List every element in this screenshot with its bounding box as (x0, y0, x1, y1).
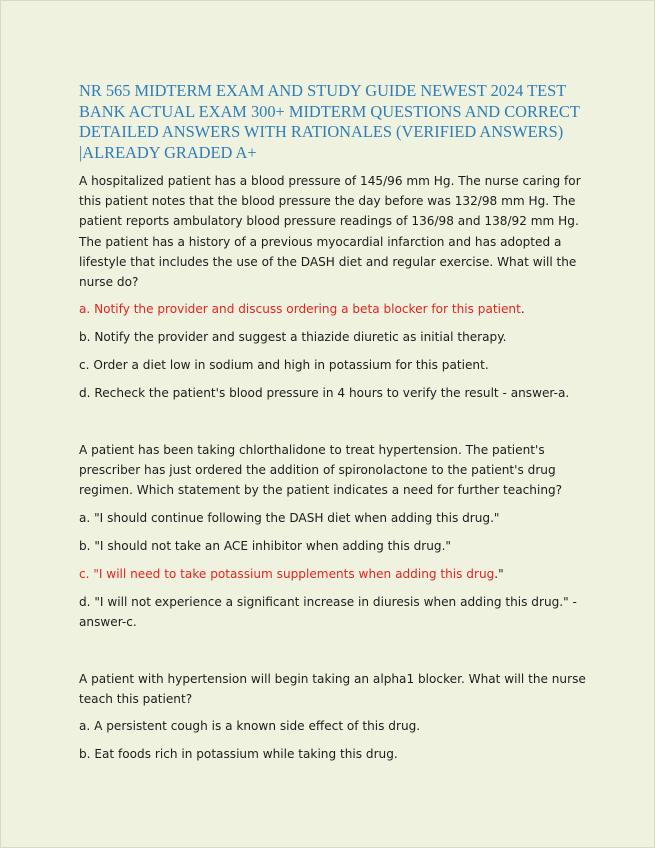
question-stem: A hospitalized patient has a blood pressure of 145/96 mm Hg. The nurse caring for this patient notes that the blood pressure the day before was 132/98 mm Hg. The patient reports ambulatory blood pressure readings of 136/98 and 138/92 mm Hg. The patient has a history of a previous myocardial infarction and has adopted a lifestyle that includes the use of the DASH diet and regular exercise. What will the nurse do? (79, 174, 581, 290)
answer-option: a. "I should continue following the DASH diet when adding this drug." (79, 510, 500, 525)
question-block-2 (79, 440, 589, 632)
correct-answer-highlight: c. "I will need to take potassium supplements when adding this drug (79, 566, 495, 581)
question-stem: A patient with hypertension will begin taking an alpha1 blocker. What will the nurse teach this patient? (79, 672, 586, 707)
answer-option: d. "I will not experience a significant increase in diuresis when adding this drug." - answer-c. (79, 594, 577, 629)
answer-option: b. Eat foods rich in potassium while taking this drug. (79, 747, 398, 762)
document-title: NR 565 MIDTERM EXAM AND STUDY GUIDE NEWEST 2024 TEST BANK ACTUAL EXAM 300+ MIDTERM QUESTIONS AND CORRECT DETAILED ANSWERS WITH RATIONALES (VERIFIED ANSWERS) |ALREADY GRADED A+ (79, 81, 580, 162)
answer-option: c. "I will need to take potassium supplements when adding this drug." (79, 566, 504, 581)
question-stem: A patient has been taking chlorthalidone to treat hypertension. The patient's prescriber has just ordered the addition of spironolactone to the patient's drug regimen. Which statement by the patient indicates a need for further teaching? (79, 443, 563, 498)
answer-option: b. Notify the provider and suggest a thiazide diuretic as initial therapy. (79, 330, 507, 345)
answer-option: c. Order a diet low in sodium and high in potassium for this patient. (79, 358, 489, 373)
question-block-1 (79, 171, 589, 403)
answer-option: d. Recheck the patient's blood pressure in 4 hours to verify the result - answer-a. (79, 386, 570, 401)
answer-option: a. Notify the provider and discuss ordering a beta blocker for this patient. (79, 302, 525, 317)
correct-answer-highlight: a. Notify the provider and discuss ordering a beta blocker for this patient (79, 302, 521, 317)
answer-option: b. "I should not take an ACE inhibitor when adding this drug." (79, 538, 451, 553)
question-block-3 (79, 669, 589, 764)
answer-option: a. A persistent cough is a known side effect of this drug. (79, 719, 421, 734)
